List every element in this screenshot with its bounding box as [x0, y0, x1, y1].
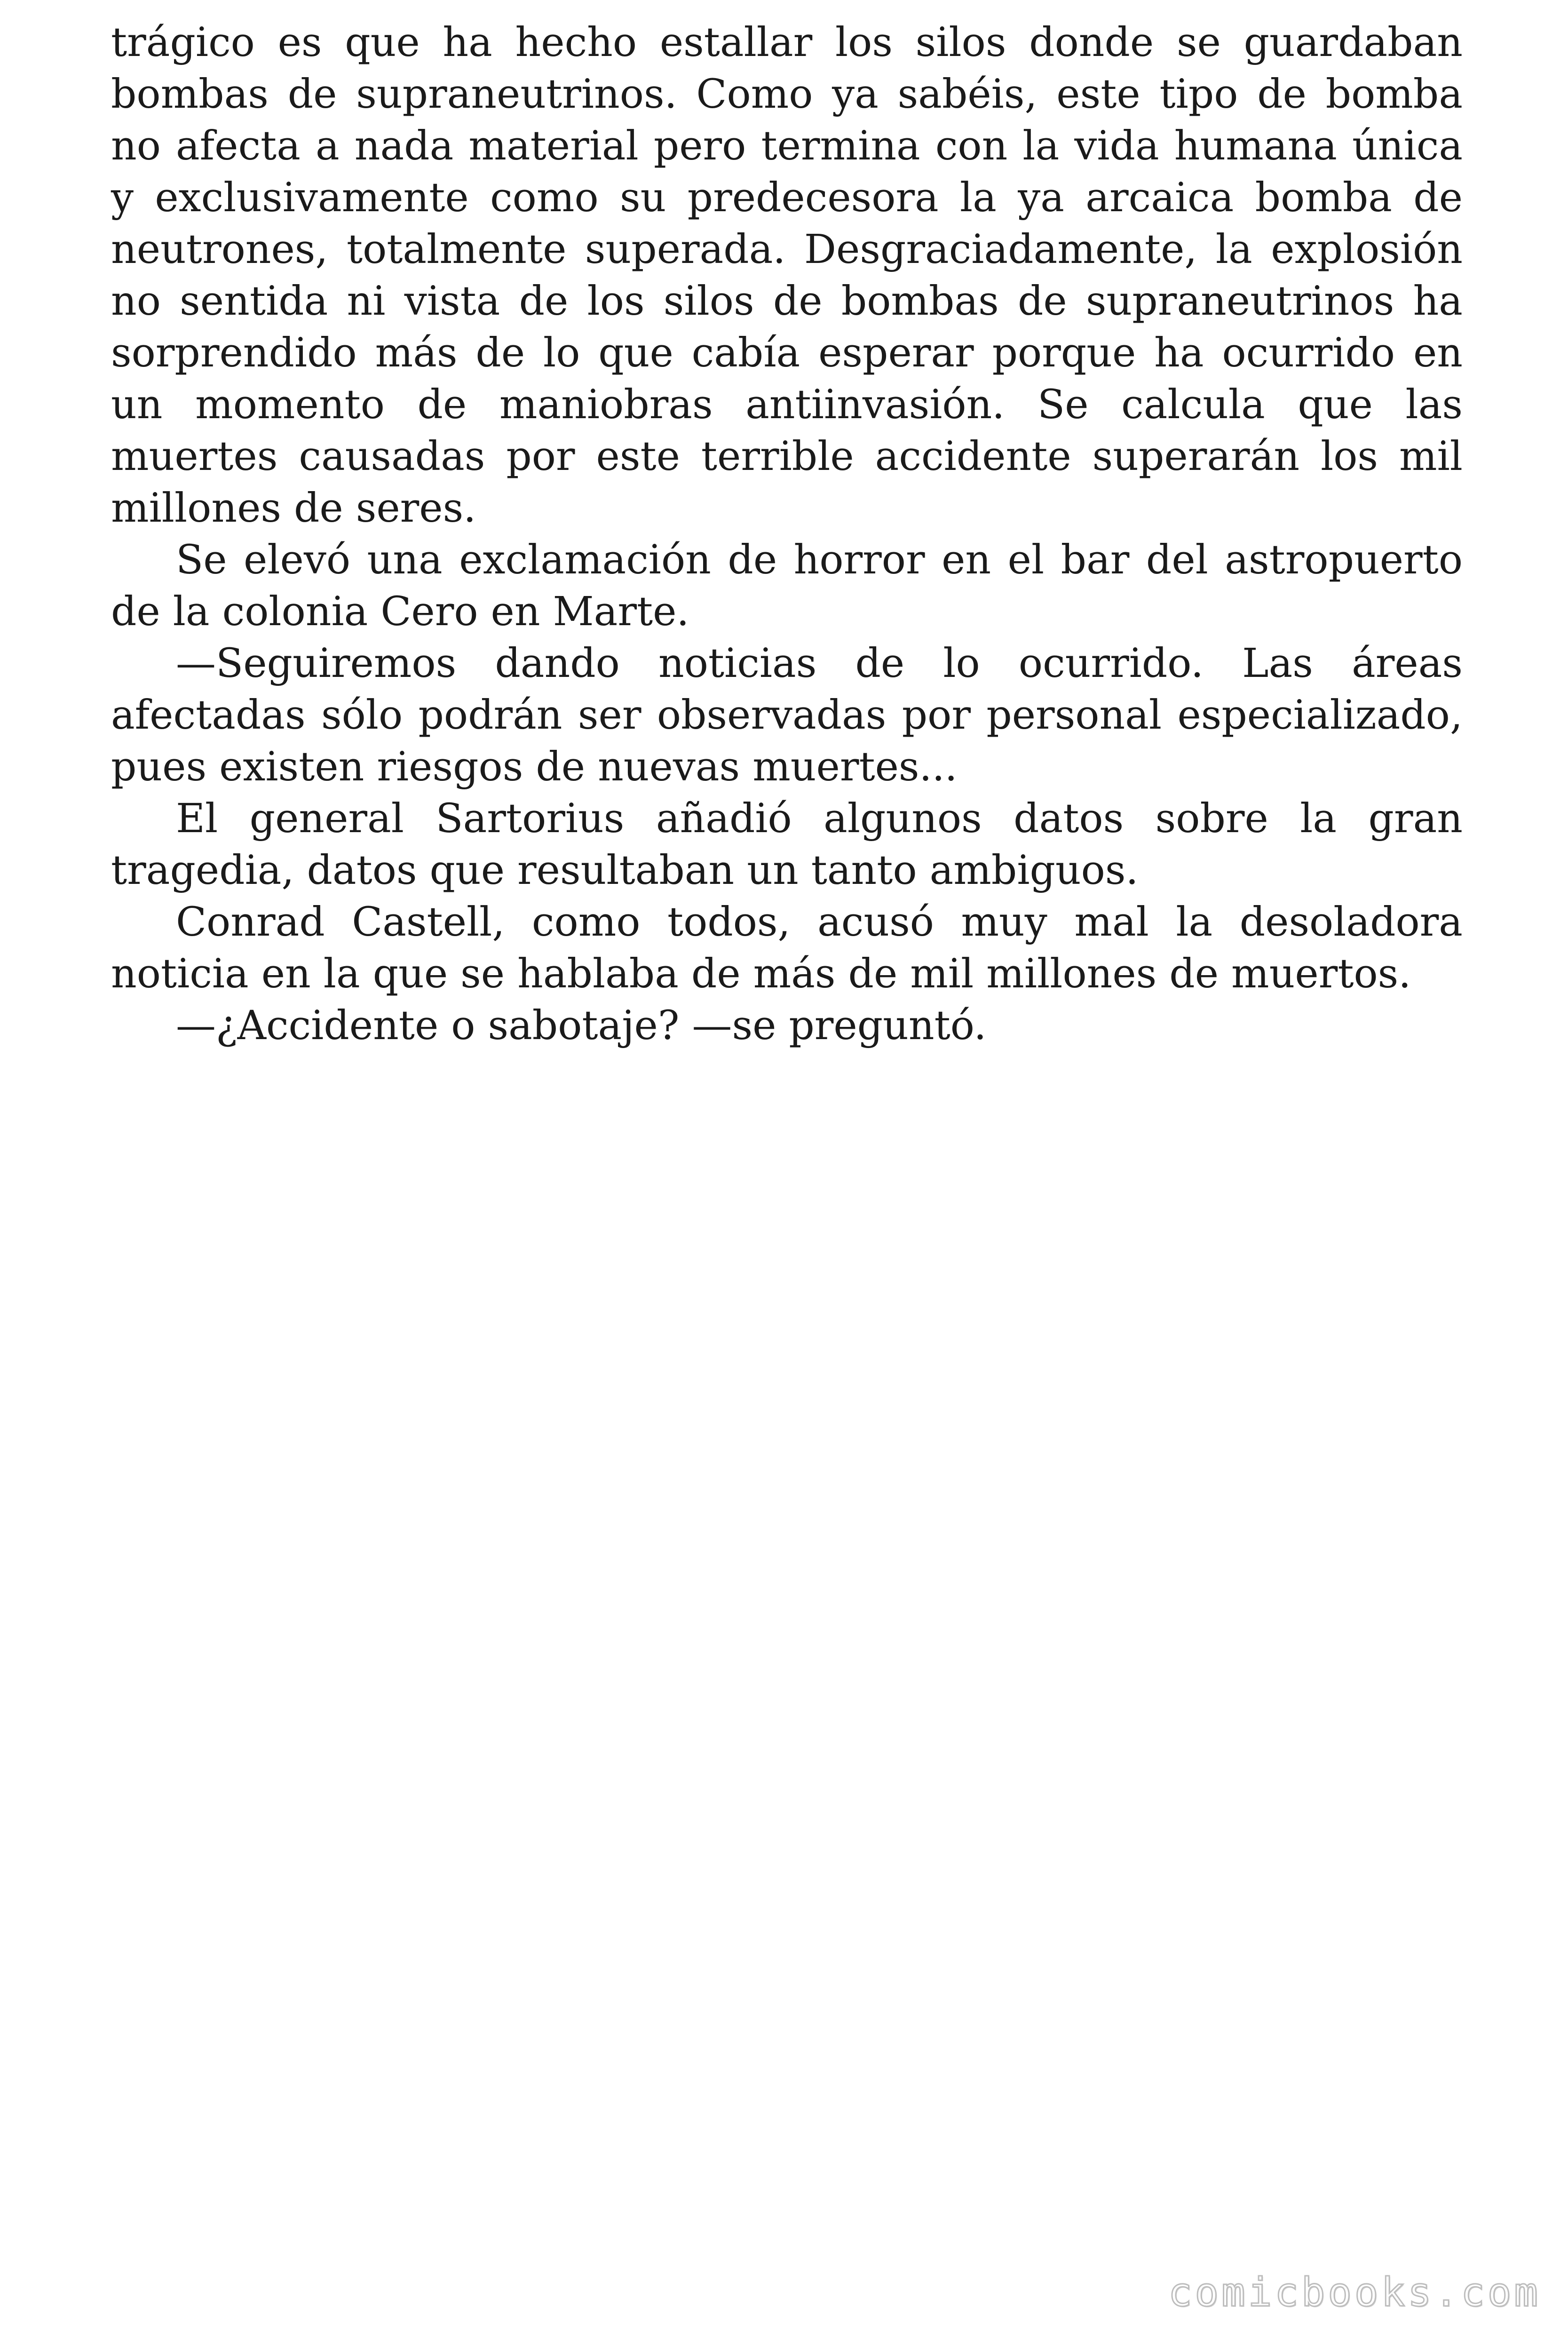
- paragraph-continuation: trágico es que ha hecho estallar los silos donde se guardaban bombas de supraneutrinos. Como ya sabéis, este tipo de bomba no afecta a nada material pero termina con la vida humana única y exclusivamente como su predecesora la ya arcaica bomba de neutrones, totalmente superada. Desgraciadamente, la explosión no sentida ni vista de los silos de bombas de supraneutrinos ha sorprendido más de lo que cabía esperar porque ha ocurrido en un momento de maniobras antiinvasión. Se calcula que las muertes causadas por este terrible accidente superarán los mil millones de seres.: [111, 19, 1463, 532]
- paragraph-conrad-castell: Conrad Castell, como todos, acusó muy mal la desoladora noticia en la que se hablaba de más de mil millones de muertos.: [111, 899, 1463, 997]
- paragraph-bar-reaction: Se elevó una exclamación de horror en el bar del astropuerto de la colonia Cero en Marte.: [111, 537, 1463, 635]
- paragraph-news-dialogue: —Seguiremos dando noticias de lo ocurrido. Las áreas afectadas sólo podrán ser observadas por personal especializado, pues existen riesgos de nuevas muertes...: [111, 640, 1463, 790]
- paragraph-general-sartorius: El general Sartorius añadió algunos datos sobre la gran tragedia, datos que resultaban un tanto ambiguos.: [111, 795, 1463, 894]
- paragraph-question: —¿Accidente o sabotaje? —se preguntó.: [176, 1002, 987, 1049]
- watermark-text: comicbooks.com: [1168, 2269, 1541, 2315]
- page-body-text: [111, 17, 1463, 1052]
